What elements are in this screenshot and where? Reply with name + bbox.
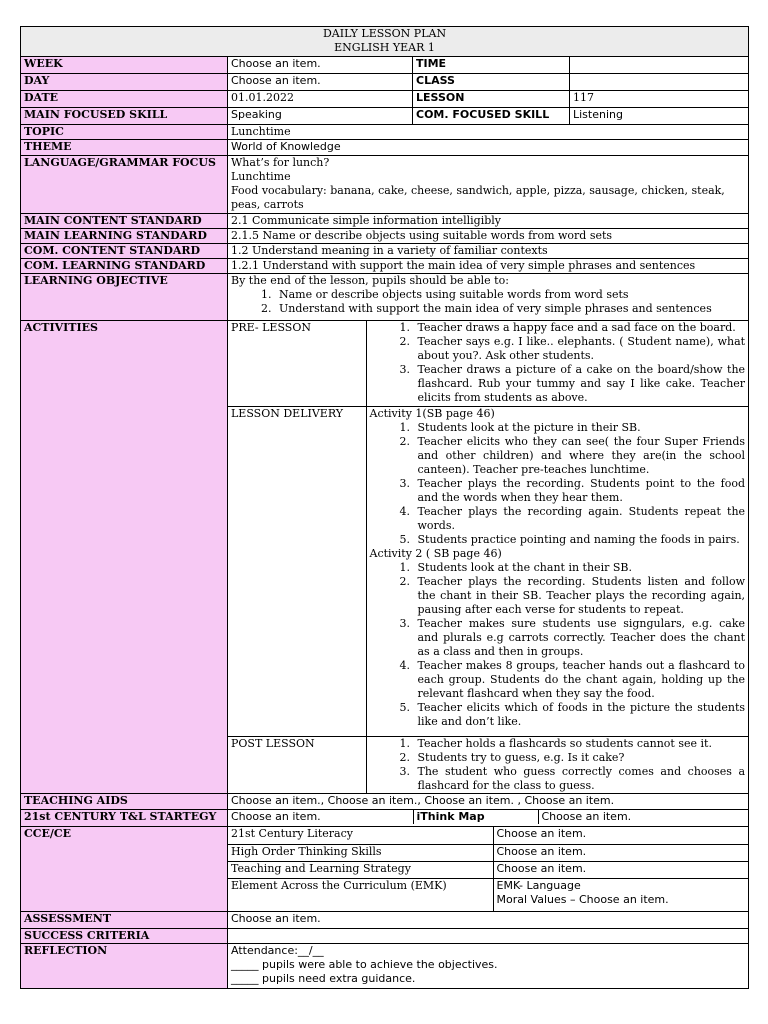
cce-row-dropdown[interactable]: Choose an item. [493,844,748,861]
pre-lesson-step: 2. Teacher says e.g. I like.. elephants. ( Student name), what about you?. Ask other students. [414,335,746,363]
century-strategy-label: 21st CENTURY T&L STARTEGY [21,810,228,827]
date-label: DATE [21,91,228,108]
main-learning-standard-label: MAIN LEARNING STANDARD [21,229,228,244]
theme-dropdown[interactable]: World of Knowledge [228,140,749,156]
moral-values-line [497,893,746,907]
moral-values-dropdown[interactable]: Choose an item. [578,892,669,906]
objective-item: 1. Name or describe objects using suitable words from word sets [275,288,745,302]
reflection-label: REFLECTION [21,944,228,989]
class-field[interactable] [570,74,749,91]
activity-2-step: 1. Students look at the chant in their SB. [414,561,746,575]
time-label: TIME [413,57,570,74]
main-skill-dropdown[interactable]: Speaking [228,108,413,125]
activity-2-step: 4. Teacher makes 8 groups, teacher hands out a flashcard to each group. Students do the chant again, holding up the relevant flashcard when they say the food. [414,659,746,701]
pre-lesson-step: 3. Teacher draws a picture of a cake on the board/show the flashcard. Rub your tummy and say I like cake. Teacher elicits from students as above. [414,363,746,405]
day-dropdown[interactable]: Choose an item. [228,74,413,91]
lesson-delivery-label: LESSON DELIVERY [228,406,366,736]
learning-objective-label: LEARNING OBJECTIVE [21,274,228,321]
com-learning-standard-label: COM. LEARNING STANDARD [21,259,228,274]
assessment-dropdown[interactable]: Choose an item. [228,912,749,929]
post-lesson-step: 2. Students try to guess, e.g. Is it cake? [414,751,746,765]
grammar-label: LANGUAGE/GRAMMAR FOCUS [21,156,228,214]
assessment-label: ASSESSMENT [21,912,228,929]
activity-2-step: 2. Teacher plays the recording. Students listen and follow the chant in their SB. Teacher plays the recording again, pausing after each verse for students to repeat. [414,575,746,617]
emk-language: EMK- Language [496,878,581,892]
cce-label: CCE/CE [21,827,228,912]
topic-label: TOPIC [21,125,228,140]
grammar-line: What’s for lunch? [231,156,330,169]
ithink-map-dropdown[interactable]: Choose an item. [541,810,632,823]
com-content-standard-value[interactable]: 1.2 Understand meaning in a variety of familiar contexts [228,244,749,259]
activity-1-title: Activity 1(SB page 46) [369,406,495,420]
activity-1-step: 4. Teacher plays the recording again. Students repeat the words. [414,505,746,533]
activity-1-step: 1. Students look at the picture in their SB. [414,421,746,435]
objective-item: 2. Understand with support the main idea of very simple phrases and sentences [275,302,745,316]
activities-label: ACTIVITIES [21,321,228,794]
grammar-line: Food vocabulary: banana, cake, cheese, sandwich, apple, pizza, sausage, chicken, steak, peas, carrots [231,184,725,211]
cce-row-dropdown[interactable]: Choose an item. [493,827,748,844]
plan-subtitle: ENGLISH YEAR 1 [334,41,435,54]
grammar-line: Lunchtime [231,170,291,183]
lesson-plan-table [20,26,749,989]
post-lesson-content[interactable] [366,736,748,793]
post-lesson-label: POST LESSON [228,736,366,793]
reflection-line: _____ pupils need extra guidance. [231,972,416,985]
com-skill-dropdown[interactable]: Listening [570,108,749,125]
teaching-aids-label: TEACHING AIDS [21,794,228,810]
success-criteria-field[interactable] [228,929,749,944]
activities-table [228,321,748,793]
com-skill-label: COM. FOCUSED SKILL [413,108,570,125]
class-label: CLASS [413,74,570,91]
lesson-label: LESSON [413,91,570,108]
topic-value[interactable]: Lunchtime [228,125,749,140]
cce-table [228,827,748,911]
day-label: DAY [21,74,228,91]
reflection-line: _____ pupils were able to achieve the objectives. [231,958,498,971]
pre-lesson-content[interactable] [366,321,748,406]
activity-2-step: 5. Teacher elicits which of foods in the picture the students like and don’t like. [414,701,746,729]
main-content-standard-label: MAIN CONTENT STANDARD [21,214,228,229]
activity-2-step: 3. Teacher makes sure students use signgulars, e.g. cake and plurals e.g carrots correctly. Teacher does the chant as a class and then in groups. [414,617,746,659]
plan-header [21,27,749,57]
cce-row-name: 21st Century Literacy [228,827,493,844]
cce-row-name: High Order Thinking Skills [228,844,493,861]
theme-label: THEME [21,140,228,156]
week-label: WEEK [21,57,228,74]
lesson-number[interactable]: 117 [570,91,749,108]
activity-1-step: 5. Students practice pointing and naming the foods in pairs. [414,533,746,547]
main-learning-standard-value[interactable]: 2.1.5 Name or describe objects using suitable words from word sets [228,229,749,244]
cce-row-name: Element Across the Curriculum (EMK) [228,878,493,911]
grammar-value[interactable] [228,156,749,214]
success-criteria-label: SUCCESS CRITERIA [21,929,228,944]
activity-2-title: Activity 2 ( SB page 46) [369,546,502,560]
learning-objective-value[interactable] [228,274,749,321]
activity-1-step: 3. Teacher plays the recording. Students point to the food and the words when they hear them. [414,477,746,505]
ithink-map-label: iThink Map [413,810,538,824]
pre-lesson-step: 1. Teacher draws a happy face and a sad face on the board. [414,321,746,335]
objective-intro: By the end of the lesson, pupils should be able to: [231,274,509,287]
plan-title: DAILY LESSON PLAN [322,27,447,40]
com-content-standard-label: COM. CONTENT STANDARD [21,244,228,259]
century-strategy-dropdown[interactable]: Choose an item. [228,810,413,824]
cce-row-dropdown[interactable]: Choose an item. [493,861,748,878]
activity-1-step: 2. Teacher elicits who they can see( the four Super Friends and other children) and where they are(in the school canteen). Teacher pre-teaches lunchtime. [414,435,746,477]
pre-lesson-label: PRE- LESSON [228,321,366,406]
main-content-standard-value[interactable]: 2.1 Communicate simple information intelligibly [228,214,749,229]
emk-cell[interactable] [493,878,748,911]
teaching-aids-dropdowns[interactable]: Choose an item., Choose an item., Choose an item. , Choose an item. [228,794,749,810]
cce-row-name: Teaching and Learning Strategy [228,861,493,878]
reflection-field[interactable] [228,944,749,989]
moral-values-label: Moral Values – [496,892,579,906]
time-field[interactable] [570,57,749,74]
attendance-line: Attendance:__/__ [231,944,324,957]
post-lesson-step: 3. The student who guess correctly comes and chooses a flashcard for the class to guess. [414,765,746,793]
com-learning-standard-value[interactable]: 1.2.1 Understand with support the main idea of very simple phrases and sentences [228,259,749,274]
lesson-delivery-content[interactable] [366,406,748,736]
century-strategy-row [228,810,748,824]
post-lesson-step: 1. Teacher holds a flashcards so students cannot see it. [414,737,746,751]
week-dropdown[interactable]: Choose an item. [228,57,413,74]
main-skill-label: MAIN FOCUSED SKILL [21,108,228,125]
date-field[interactable]: 01.01.2022 [228,91,413,108]
